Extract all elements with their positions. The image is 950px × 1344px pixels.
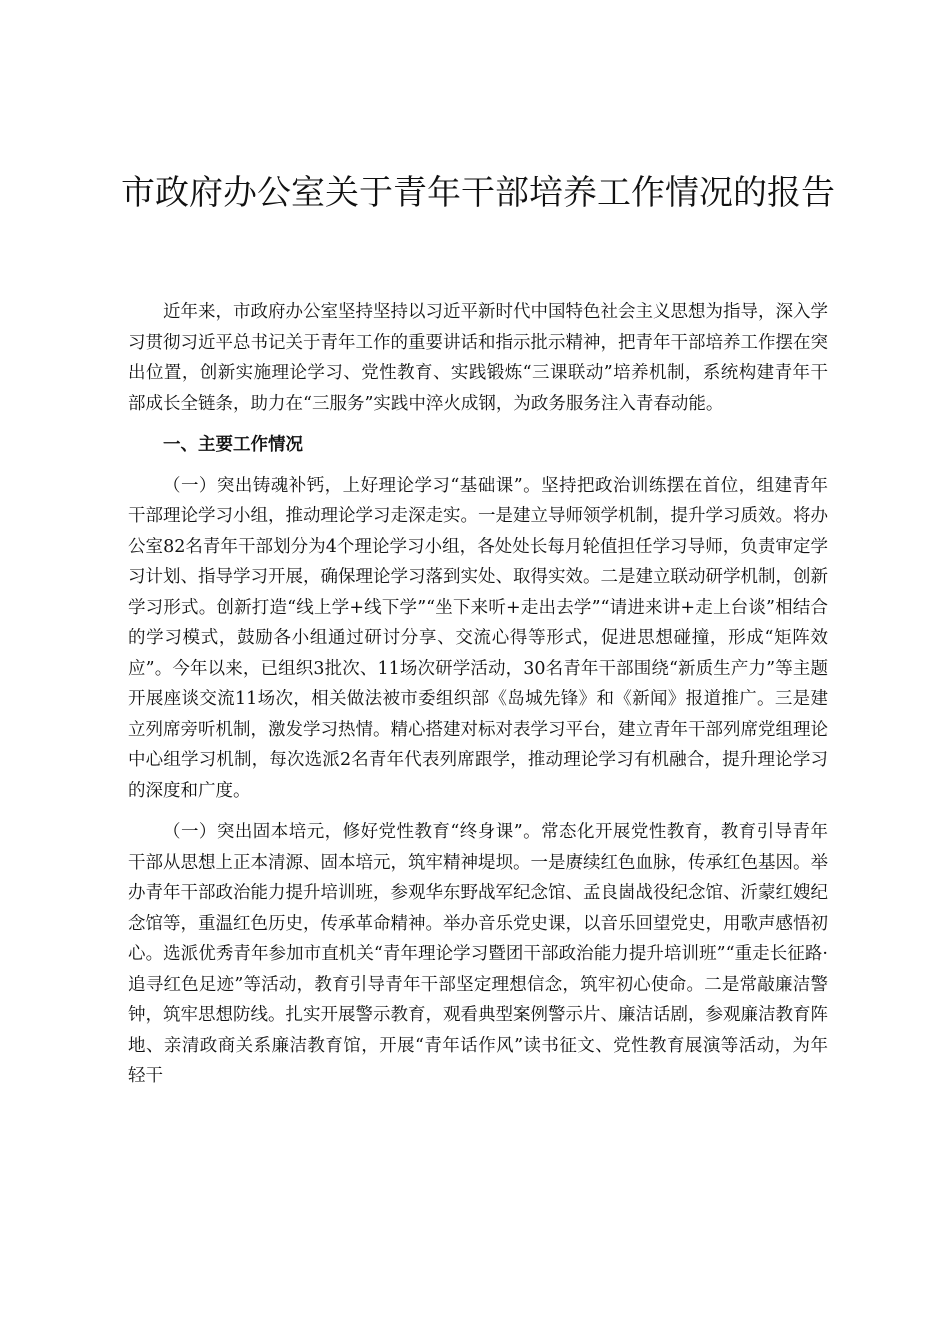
document-body <box>128 297 828 1103</box>
intro-paragraph: 近年来，市政府办公室坚持坚持以习近平新时代中国特色社会主义思想为指导，深入学习贯彻习近平总书记关于青年工作的重要讲话和指示批示精神，把青年干部培养工作摆在突出位置，创新实施理论学习、党性教育、实践锻炼“三课联动”培养机制，系统构建青年干部成长全链条，助力在“三服务”实践中淬火成钢，为政务服务注入青春动能。 <box>128 302 828 414</box>
document-title: 市政府办公室关于青年干部培养工作情况的报告 <box>121 173 835 213</box>
paragraph-party-education: （一）突出固本培元，修好党性教育“终身课”。常态化开展党性教育，教育引导青年干部从思想上正本清源、固本培元，筑牢精神堤坝。一是赓续红色血脉，传承红色基因。举办青年干部政治能力提升培训班，参观华东野战军纪念馆、孟良崮战役纪念馆、沂蒙红嫂纪念馆等，重温红色历史，传承革命精神。举办音乐党史课，以音乐回望党史，用歌声感悟初心。选派优秀青年参加市直机关“青年理论学习暨团干部政治能力提升培训班”“重走长征路·追寻红色足迹”等活动，教育引导青年干部坚定理想信念，筑牢初心使命。二是常敲廉洁警钟，筑牢思想防线。扎实开展警示教育，观看典型案例警示片、廉洁话剧，参观廉洁教育阵地、亲清政商关系廉洁教育馆，开展“青年话作风”读书征文、党性教育展演等活动，为年轻干 <box>128 822 828 1086</box>
paragraph-theory-study: （一）突出铸魂补钙，上好理论学习“基础课”。坚持把政治训练摆在首位，组建青年干部理论学习小组，推动理论学习走深走实。一是建立导师领学机制，提升学习质效。将办公室82名青年干部划分为4个理论学习小组，各处处长每月轮值担任学习导师，负责审定学习计划、指导学习开展，确保理论学习落到实处、取得实效。二是建立联动研学机制，创新学习形式。创新打造“线上学+线下学”“坐下来听+走出去学”“请进来讲+走上台谈”相结合的学习模式，鼓励各小组通过研讨分享、交流心得等形式，促进思想碰撞，形成“矩阵效应”。今年以来，已组织3批次、11场次研学活动，30名青年干部围绕“新质生产力”等主题开展座谈交流11场次，相关做法被市委组织部《岛城先锋》和《新闻》报道推广。三是建立列席旁听机制，激发学习热情。精心搭建对标对表学习平台，建立青年干部列席党组理论中心组学习机制，每次选派2名青年代表列席跟学，推动理论学习有机融合，提升理论学习的深度和广度。 <box>128 475 828 801</box>
section-heading: 一、主要工作情况 <box>163 435 303 455</box>
